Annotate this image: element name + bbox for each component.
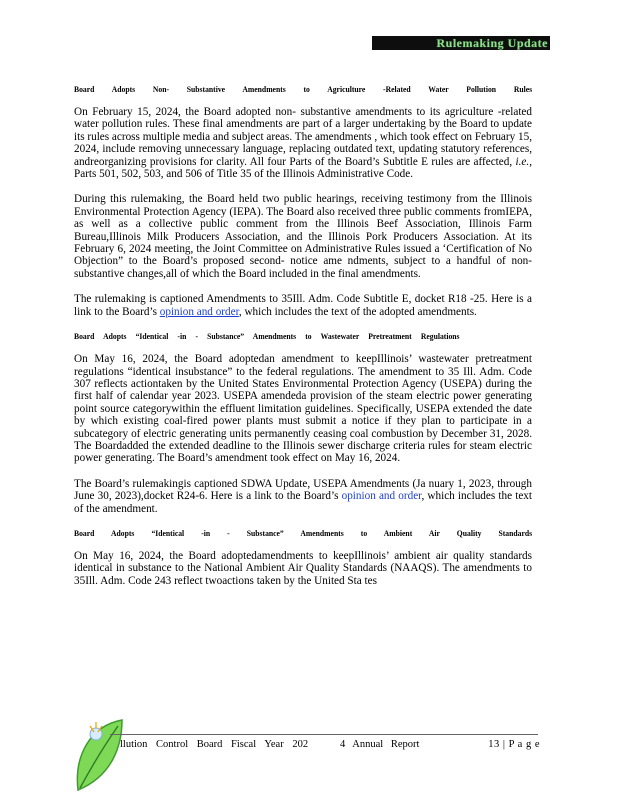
paragraph-wastewater-1: On May 16, 2024, the Board adoptedan amendment to keepIllinois’ wastewater pretreatment regulations “identical insubstance” to the federal regulations. The amendment to 35 Ill. Adm. Code 307 reflects actiontaken by the United States Environmental Protection Agency (USEPA) during the first half of calendar year 2023. USEPA amendeda provision of the steam electric power generating point source categorywithin the effluent limitation guidelines. Specifically, USEPA extended the date by which existing coal-fired power plants must submit a notice if they plan to participate in a subcategory of electric generating units permanently ceasing coal combustion by December 31, 2028. The Boardadded the extended deadline to the Illinois sewer discharge criteria rules for steam electric power generating. The Board’s amendment took effect on May 16, 2024. [74, 353, 532, 465]
caption-tail: , which includes the text of the adopted amendments. [238, 305, 477, 318]
footer-report-subtitle: 4 Annual Report [340, 739, 420, 750]
section-banner: Rulemaking Update [372, 36, 550, 50]
paragraph-agriculture-caption [74, 293, 532, 318]
footer-rule [110, 734, 538, 735]
section-heading-agriculture: Board Adopts Non- Substantive Amendments to Agriculture -Related Water Pollution Rules [74, 84, 533, 94]
caption-text: The rulemaking is captioned Amendments to 35Ill. Adm. Code Subtitle E, docket R18 -25. Here is a link to the Board’s [74, 293, 532, 318]
paragraph-wastewater-caption [74, 478, 532, 515]
ie-abbrev: i.e. [515, 155, 530, 168]
paragraph-tail: , Parts 501, 502, 503, and 506 of Title 35 of the Illinois Administrative Code. [74, 155, 532, 181]
paragraph-text: On February 15, 2024, the Board adopted non- substantive amendments to its agriculture -related water pollution rules. These final amendments are part of a larger undertaking by the Board to update its rules across multiple media and subject areas. The amendments , which took effect on February 15, 2024, include removing unnecessary language, replacing outdated text, updating statutory references, andreorganizing provisions for clarity. All four Parts of the Board’s Subtitle E rules are affected, [74, 106, 532, 168]
footer-report-title: llution Control Board Fiscal Year 202 [120, 739, 309, 750]
paragraph-agriculture-1 [74, 106, 532, 180]
paragraph-agriculture-2: During this rulemaking, the Board held two public hearings, receiving testimony from the Illinois Environmental Protection Agency (IEPA). The Board also received three public comments fromIEPA, as well as a collective public comment from the Illinois Beef Association, Illinois Farm Bureau,Illinois Milk Producers Association, and the Illinois Pork Producers Association. At its February 6, 2024 meeting, the Joint Committee on Administrative Rules issued a ‘Certification of No Objection” to the Board’s proposed second- notice ame ndments, subject to a handful of non-substantive changes,all of which the Board included in the final amendments. [74, 193, 532, 280]
page-number: 13 | P a g e [488, 739, 540, 750]
caption-text: The Board’s rulemakingis captioned SDWA Update, USEPA Amendments (Ja nuary 1, 2023, through June 30, 2023),docket R24-6. Here is a link to the Board’s [74, 477, 532, 503]
document-body [74, 84, 532, 587]
leaf-logo-icon [72, 716, 126, 792]
paragraph-air-quality-1: On May 16, 2024, the Board adoptedamendments to keepIllinois’ ambient air quality standards identical in substance to the National Ambient Air Quality Standards (NAAQS). The amendments to 35Ill. Adm. Code 243 reflect twoactions taken by the United Sta tes [74, 549, 532, 587]
opinion-order-link-r24-6[interactable]: opinion and order [341, 490, 422, 503]
section-heading-wastewater: Board Adopts “Identical -in - Substance” Amendments to Wastewater Pretreatment Regulations [74, 331, 460, 342]
section-heading-air-quality: Board Adopts “Identical -in - Substance” Amendments to Ambient Air Quality Standards [74, 527, 533, 538]
opinion-order-link-r18-25[interactable]: opinion and order [159, 305, 239, 318]
caption-tail: , which includes the text of the amendment. [74, 490, 533, 515]
